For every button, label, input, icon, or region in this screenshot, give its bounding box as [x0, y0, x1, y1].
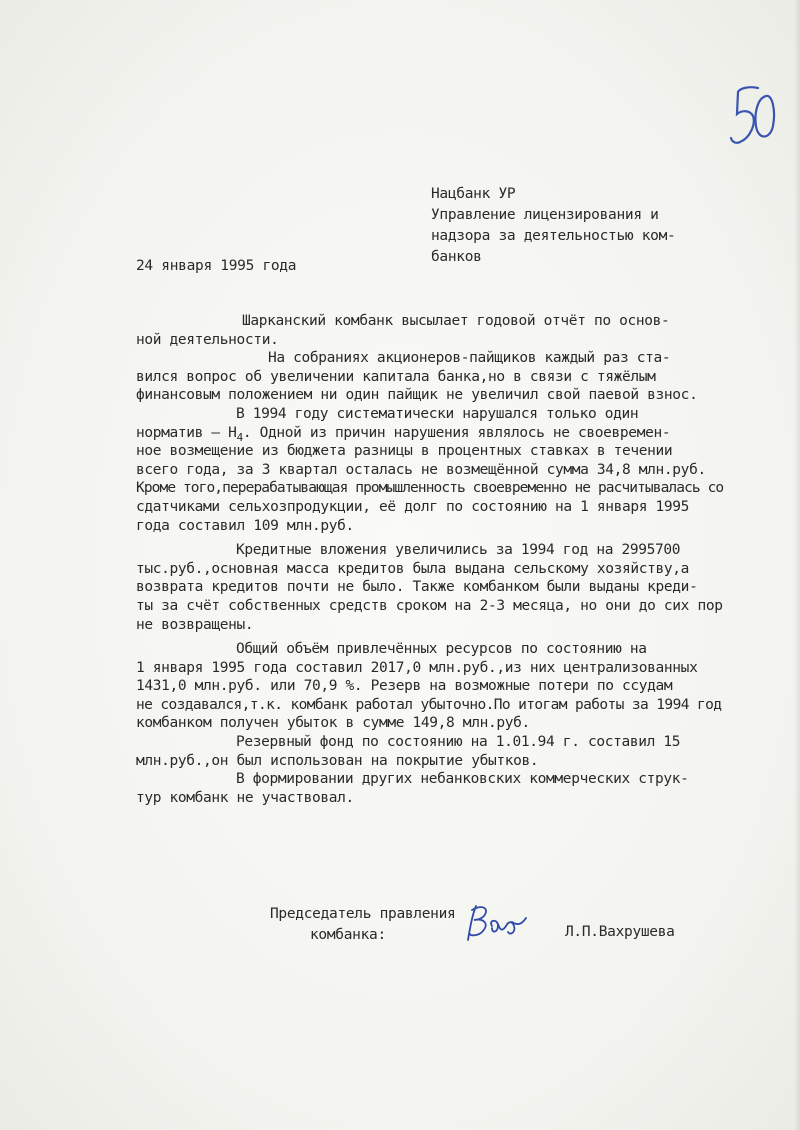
body-line: В 1994 году систематически нарушался только один [236, 405, 639, 422]
body-line: вился вопрос об увеличении капитала банка,но в связи с тяжёлым [136, 368, 656, 385]
body-line: 1 января 1995 года составил 2017,0 млн.руб.,из них централизованных [136, 659, 698, 676]
page-edge-shadow [794, 0, 800, 1130]
body-line: Кроме того,перерабатывающая промышленность своевременно не расчитывалась со [136, 480, 724, 497]
signatory-name: Л.П.Вахрушева [565, 924, 675, 940]
body-line: всего года, за 3 квартал осталась не возмещённой сумма 34,8 млн.руб. [136, 461, 706, 478]
body-line: комбанком получен убыток в сумме 149,8 млн.руб. [136, 715, 530, 732]
body-line: ты за счёт собственных средств сроком на 2-3 месяца, но они до сих пор [136, 597, 723, 614]
body-line: Резервный фонд по состоянию на 1.01.94 г. составил 15 [236, 734, 681, 751]
body-line: ной деятельности. [136, 331, 279, 348]
body-line: финансовым положением ни один пайщик не увеличил свой паевой взнос. [136, 387, 698, 404]
normative-label: норматив – Н [136, 424, 237, 441]
addressee-block [431, 184, 675, 268]
body-line: не возвращены. [136, 616, 254, 633]
letter-body [136, 312, 736, 807]
signatory-title-line: комбанка: [310, 927, 386, 943]
handwritten-page-number [728, 82, 778, 152]
body-line: В формировании других небанковских коммерческих струк- [236, 771, 689, 788]
body-line: Шарканский комбанк высылает годовой отчёт по основ- [242, 313, 670, 329]
letter-date: 24 января 1995 года [136, 258, 297, 274]
normative-subscript: 4 [236, 430, 243, 444]
addressee-line: банков [431, 249, 482, 265]
signatory-title-line: Председатель правления [270, 906, 456, 922]
body-line: Кредитные вложения увеличились за 1994 год на 2995700 [236, 542, 681, 559]
body-line: тыс.руб.,основная масса кредитов была выдана сельскому хозяйству,а [136, 560, 690, 577]
body-line: сдатчиками сельхозпродукции, её долг по состоянию на 1 января 1995 [136, 498, 690, 515]
addressee-line: Управление лицензирования и [431, 207, 659, 223]
body-line-continuation: . Одной из причин нарушения являлось не своевремен- [242, 424, 671, 441]
body-line: не создавался,т.к. комбанк работал убыточно.По итогам работы за 1994 год [136, 696, 722, 713]
body-line: ное возмещение из бюджета разницы в процентных ставках в течении [136, 443, 673, 460]
addressee-line: надзора за деятельностью ком- [431, 228, 676, 244]
body-line: года составил 109 млн.руб. [136, 517, 354, 534]
addressee-line: Нацбанк УР [431, 186, 516, 202]
signatory-title [270, 904, 455, 946]
handwritten-signature [462, 896, 532, 946]
body-line: возврата кредитов почти не было. Также комбанком были выданы креди- [136, 579, 698, 596]
body-line [136, 424, 736, 443]
body-line: На собраниях акционеров-пайщиков каждый раз ста- [268, 350, 671, 367]
body-line: Общий объём привлечённых ресурсов по состоянию на [236, 641, 647, 658]
body-line: млн.руб.,он был использован на покрытие убытков. [136, 752, 539, 769]
body-line: 1431,0 млн.руб. или 70,9 %. Резерв на возможные потери по ссудам [136, 678, 673, 695]
body-line: тур комбанк не участвовал. [136, 789, 354, 806]
